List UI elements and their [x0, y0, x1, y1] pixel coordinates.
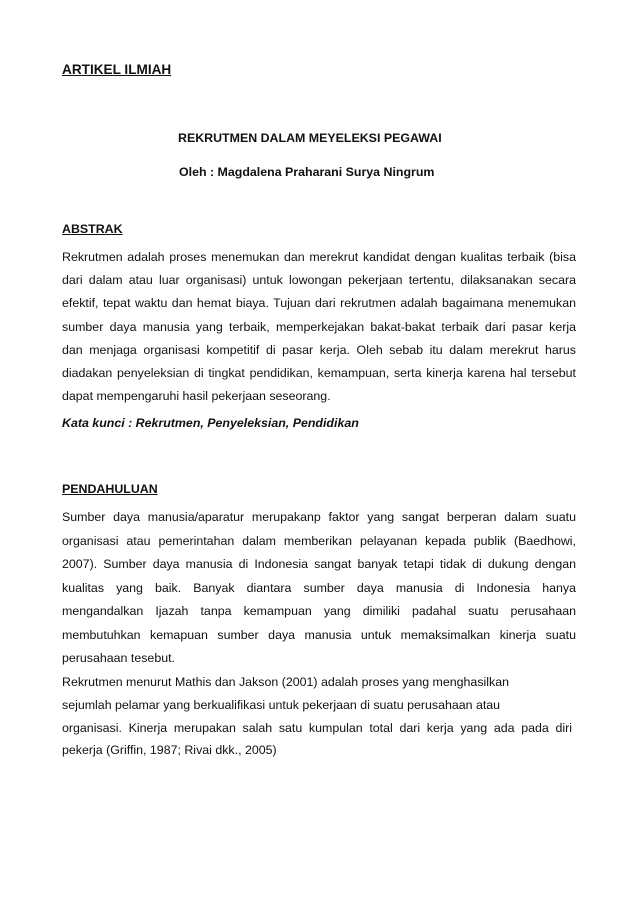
title-block [178, 130, 442, 181]
introduction-paragraph-1 [62, 506, 576, 671]
intro-line: Rekrutmen menurut Mathis dan Jakson (2001) adalah proses yang menghasilkan [62, 675, 510, 689]
abstract-line: diadakan penyeleksian di tingkat pendidikan, kemampuan, serta kinerja karena hal tersebut [62, 365, 576, 380]
keywords: Kata kunci : Rekrutmen, Penyeleksian, Pendidikan [62, 416, 359, 430]
abstract-line: dari dalam atau luar organisasi) untuk lowongan pekerjaan tertentu, dilaksanakan secara [62, 273, 576, 288]
abstract-paragraph [62, 246, 576, 408]
abstract-heading: ABSTRAK [62, 222, 123, 236]
intro-line: kualitas yang baik. Banyak diantara sumber daya manusia di Indonesia hanya [62, 580, 576, 595]
document-title: REKRUTMEN DALAM MEYELEKSI PEGAWAI [178, 131, 442, 145]
intro-line: pekerja (Griffin, 1987; Rivai dkk., 2005) [62, 743, 277, 758]
abstract-line: dapat mempengaruhi hasil pekerjaan seseorang. [62, 389, 331, 404]
intro-line: 2007). Sumber daya manusia di Indonesia sangat banyak tetapi tidak di dukung dengan [62, 557, 576, 571]
intro-line: membutuhkan kemapuan sumber daya manusia untuk memaksimalkan kinerja suatu [62, 627, 576, 642]
intro-line: sejumlah pelamar yang berkualifikasi untuk pekerjaan di suatu perusahaan atau [62, 697, 501, 712]
abstract-line: sumber daya manusia yang terbaik, memperkejakan bakat-bakat terbaik dari pasar kerja [62, 319, 576, 334]
intro-line: perusahaan tesebut. [62, 651, 175, 665]
intro-line: organisasi atau pemerintahan dalam memberikan pelayanan kepada publik (Baedhowi, [62, 533, 576, 548]
introduction-paragraph-2 [62, 671, 572, 762]
abstract-line: Rekrutmen adalah proses menemukan dan merekrut kandidat dengan kualitas terbaik (bisa [62, 250, 576, 264]
author-byline: Oleh : Magdalena Praharani Surya Ningrum [179, 165, 435, 179]
document-label: ARTIKEL ILMIAH [62, 62, 172, 77]
intro-line: Sumber daya manusia/aparatur merupakanp faktor yang sangat berperan dalam suatu [62, 510, 576, 524]
abstract-line: dan menjaga organisasi kompetitif di pasar kerja. Oleh sebab itu dalam merekrut harus [62, 342, 576, 357]
intro-line: organisasi. Kinerja merupakan salah satu kumpulan total dari kerja yang ada pada diri [62, 720, 572, 735]
introduction-heading: PENDAHULUAN [62, 482, 158, 496]
intro-line: mengandalkan Ijazah tanpa kemampuan yang dimiliki padahal suatu perusahaan [62, 604, 576, 618]
abstract-line: efektif, tepat waktu dan hemat biaya. Tujuan dari rekrutmen adalah bagaimana menemukan [62, 296, 576, 311]
